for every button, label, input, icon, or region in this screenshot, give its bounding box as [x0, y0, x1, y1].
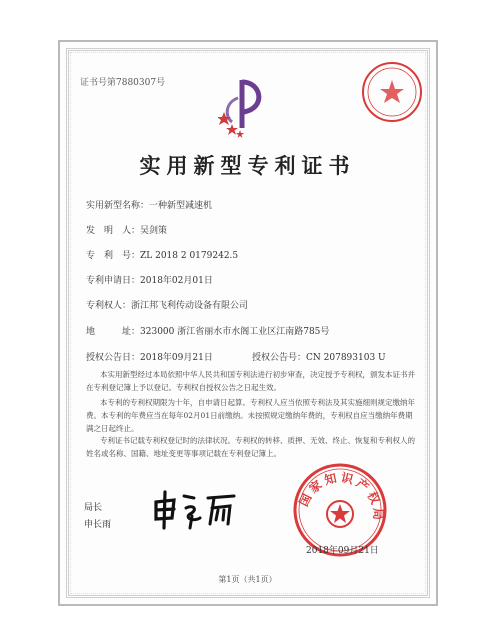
field-address [86, 324, 329, 337]
field-label: 专利申请日： [86, 276, 141, 286]
field-label: 授权公告日： [86, 353, 141, 363]
field-value: 一种新型减速机 [149, 201, 213, 211]
cnipa-logo-icon [218, 72, 270, 142]
certificate-title: 实用新型专利证书 [139, 153, 356, 178]
field-value: 2018年02月01日 [140, 276, 213, 286]
field-value: CN 207893103 U [306, 353, 386, 363]
signature-name: 申长雨 [84, 520, 112, 530]
handwritten-signature-icon [150, 488, 240, 532]
top-seal-icon [360, 60, 424, 124]
field-label: 专 利 号： [86, 251, 141, 261]
field-inventor [86, 223, 167, 236]
body-paragraph-1: 本实用新型经过本局依照中华人民共和国专利法进行初步审查，决定授予专利权，颁发本证书并在专利登记簿上予以登记。专利权自授权公告之日起生效。 [86, 370, 415, 392]
field-label: 专利权人： [86, 301, 132, 311]
field-value: 2018年09月21日 [140, 353, 213, 363]
field-patent-number [86, 248, 238, 261]
certificate-number: 证书号第7880307号 [80, 78, 166, 88]
field-label: 发 明 人： [86, 226, 141, 236]
signature-title: 局长 [84, 503, 103, 513]
field-label: 地 址： [86, 327, 141, 337]
body-paragraph-2: 本专利的专利权期限为十年，自申请日起算。专利权人应当依照专利法及其实施细则规定缴纳年费。本专利的年费应当在每年02月01日前缴纳。未按照规定缴纳年费的，专利权自应当缴纳年费期满之日起终止。 [86, 398, 415, 433]
field-application-date [86, 273, 213, 286]
body-paragraph-3: 专利证书记载专利权登记时的法律状况。专利权的转移、质押、无效、终止、恢复和专利权人的姓名或名称、国籍、地址变更等事项记载在专利登记簿上。 [86, 436, 415, 458]
field-label: 授权公告号： [252, 353, 307, 363]
field-value: 吴剑策 [140, 226, 168, 236]
field-utility-model-name [86, 198, 212, 211]
field-value: 浙江邦飞利传动设备有限公司 [131, 301, 249, 311]
seal-date: 2018年09月21日 [306, 546, 379, 556]
field-grant-date [86, 350, 213, 363]
page-number: 第1页（共1页） [218, 575, 277, 584]
field-announcement-number [252, 350, 386, 363]
field-patentee [86, 298, 248, 311]
field-label: 实用新型名称： [86, 201, 150, 211]
field-value: 323000 浙江省丽水市水阁工业区江南路785号 [140, 327, 330, 337]
seal-text: 国家知识产权局 [296, 470, 386, 524]
field-value: ZL 2018 2 0179242.5 [140, 251, 239, 261]
